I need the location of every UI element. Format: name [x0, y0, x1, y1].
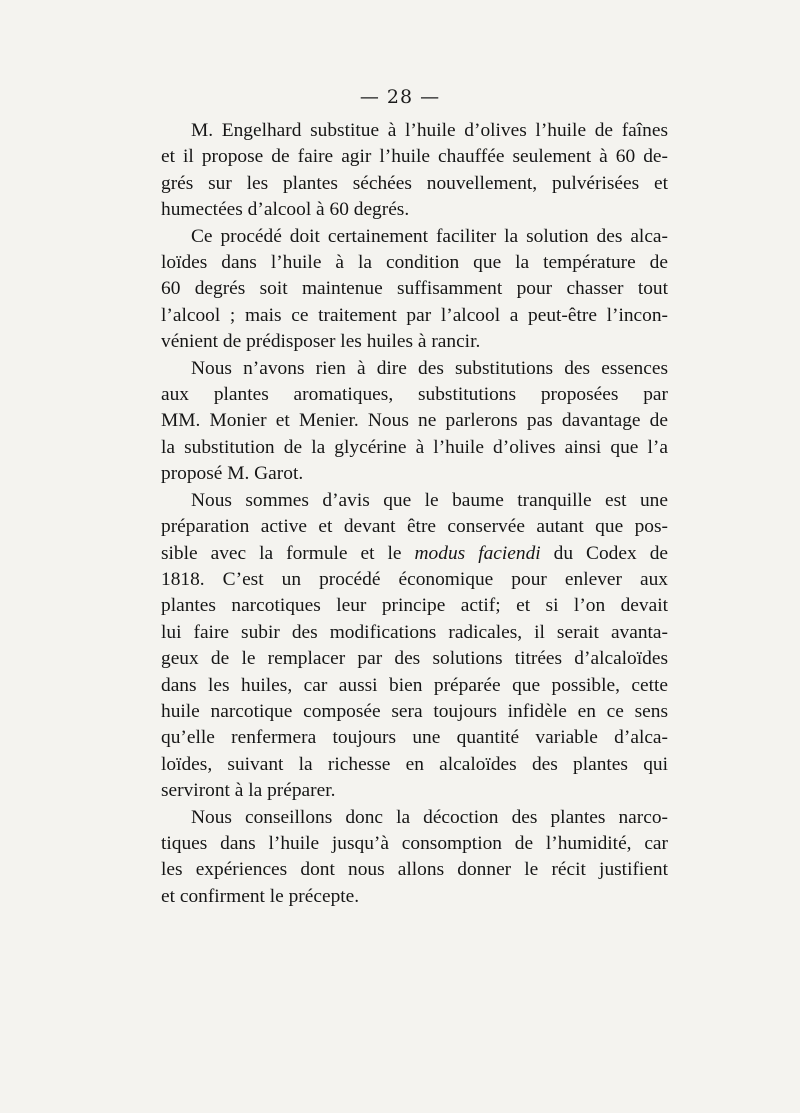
text-line: loïdes, suivant la richesse en alcaloïdes des plantes qui	[161, 753, 668, 775]
paragraph-1	[161, 118, 668, 224]
text-line: 60 degrés soit maintenue suffisamment pour chasser tout	[161, 278, 668, 300]
text-line: et il propose de faire agir l’huile chauffée seulement à 60 de-	[161, 146, 668, 168]
text-line: geux de le remplacer par des solutions titrées d’alcaloïdes	[161, 648, 668, 670]
paragraph-2	[161, 224, 668, 356]
text-line: Nous conseillons donc la décoction des plantes narco-	[191, 806, 668, 828]
text-line: 1818. C’est un procédé économique pour enlever aux	[161, 568, 668, 590]
paragraph-3	[161, 356, 668, 488]
text-fragment: du Codex de	[540, 542, 668, 564]
paragraph-5	[161, 805, 668, 911]
text-line: et confirment le précepte.	[161, 885, 360, 907]
text-line: préparation active et devant être conservée autant que pos-	[161, 516, 668, 538]
text-line: humectées d’alcool à 60 degrés.	[161, 199, 410, 221]
text-line: lui faire subir des modifications radicales, il serait avanta-	[161, 621, 668, 643]
text-line: l’alcool ; mais ce traitement par l’alcool a peut-être l’incon-	[161, 304, 668, 326]
text-line: Nous sommes d’avis que le baume tranquille est une	[191, 489, 668, 511]
text-fragment: sible avec la formule et le	[161, 542, 415, 564]
italic-phrase: modus faciendi	[414, 542, 541, 564]
text-line: grés sur les plantes séchées nouvellement, pulvérisées et	[161, 172, 668, 194]
text-line: tiques dans l’huile jusqu’à consomption de l’humidité, car	[161, 832, 668, 854]
text-line-with-italic	[161, 541, 668, 567]
text-line: qu’elle renfermera toujours une quantité variable d’alca-	[161, 727, 668, 749]
text-line: huile narcotique composée sera toujours infidèle en ce sens	[161, 700, 668, 722]
text-line: loïdes dans l’huile à la condition que la température de	[161, 252, 668, 274]
text-line: serviront à la préparer.	[161, 780, 336, 802]
body-text	[161, 118, 668, 910]
text-line: Ce procédé doit certainement faciliter la solution des alca-	[191, 225, 668, 247]
page-number: — 28 —	[359, 86, 441, 108]
paragraph-4	[161, 488, 668, 805]
text-line: dans les huiles, car aussi bien préparée que possible, cette	[161, 674, 668, 696]
text-line: MM. Monier et Menier. Nous ne parlerons pas davantage de	[161, 410, 668, 432]
text-line: proposé M. Garot.	[161, 463, 304, 485]
text-line: la substitution de la glycérine à l’huile d’olives ainsi que l’a	[161, 436, 668, 458]
text-line: M. Engelhard substitue à l’huile d’olives l’huile de faînes	[191, 120, 668, 141]
text-line: les expériences dont nous allons donner le récit justifient	[161, 859, 668, 881]
text-line: aux plantes aromatiques, substitutions proposées par	[161, 384, 668, 406]
text-line: Nous n’avons rien à dire des substitutions des essences	[191, 357, 668, 379]
text-line: vénient de prédisposer les huiles à rancir.	[161, 331, 481, 353]
text-line: plantes narcotiques leur principe actif; et si l’on devait	[161, 595, 668, 617]
